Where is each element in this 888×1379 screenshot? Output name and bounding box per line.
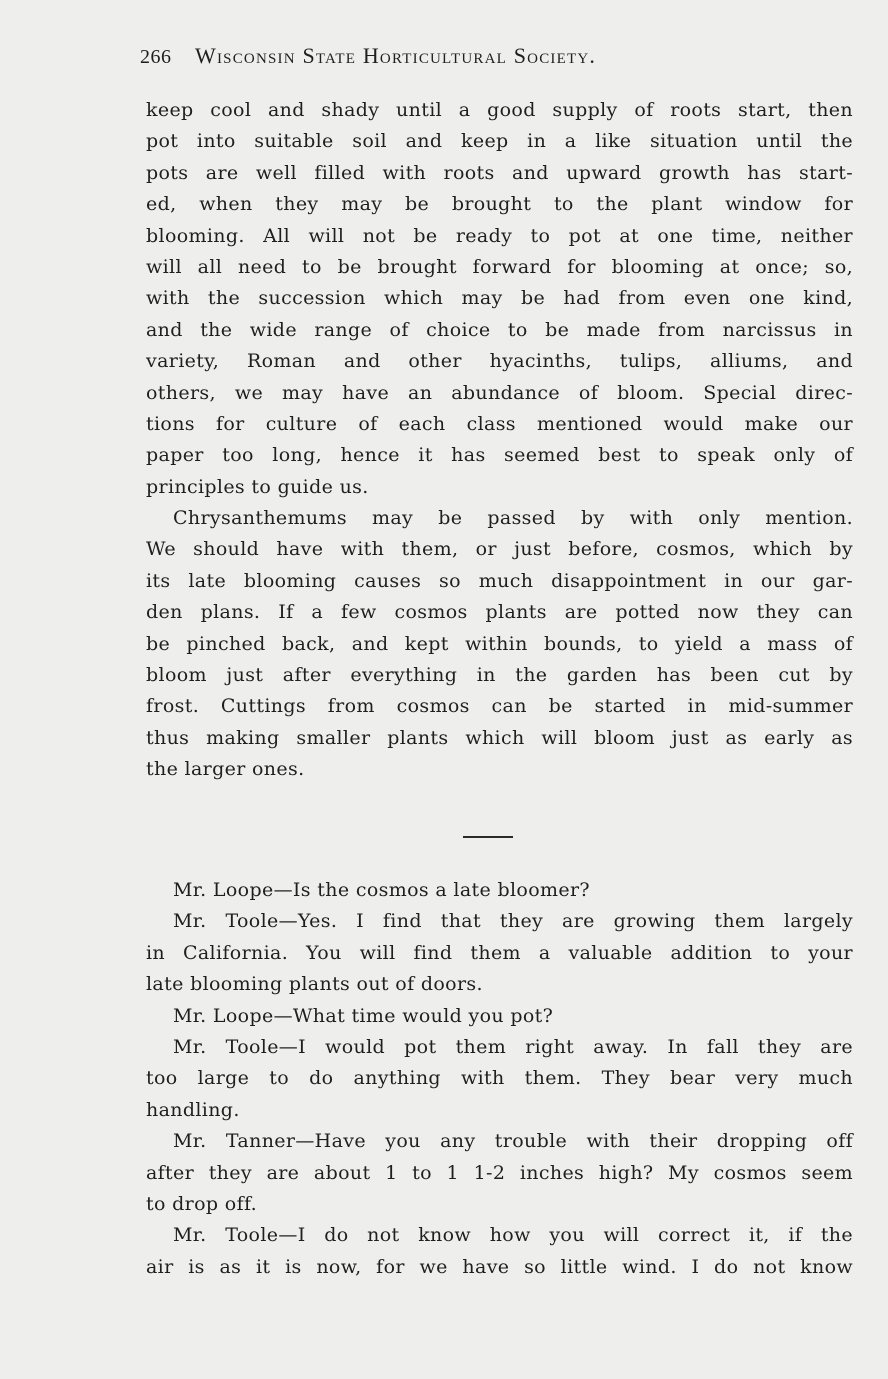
text-line: frost. Cuttings from cosmos can be started in mid-summer — [146, 695, 853, 718]
text-line: Mr. Toole—Yes. I find that they are growing them largely — [173, 910, 853, 933]
text-line: and the wide range of choice to be made from narcissus in — [146, 318, 853, 341]
text-line: too large to do anything with them. They bear very much — [146, 1067, 853, 1090]
text-line: Mr. Toole—I would pot them right away. In fall they are — [173, 1035, 853, 1058]
text-line: pot into suitable soil and keep in a like situation until the — [146, 130, 853, 153]
text-line: its late blooming causes so much disappointment in our gar- — [146, 569, 853, 592]
text-line: variety, Roman and other hyacinths, tulips, alliums, and — [146, 350, 853, 373]
text-line: principles to guide us. — [146, 475, 369, 498]
text-line: tions for culture of each class mentioned would make our — [146, 412, 853, 435]
text-line: ed, when they may be brought to the plant window for — [146, 193, 853, 216]
text-line: Chrysanthemums may be passed by with only mention. — [173, 507, 853, 530]
text-line: with the succession which may be had from even one kind, — [146, 287, 853, 310]
text-line: others, we may have an abundance of bloom. Special direc- — [146, 381, 853, 404]
text-line: Mr. Toole—I do not know how you will correct it, if the — [173, 1224, 853, 1247]
text-line: be pinched back, and kept within bounds, to yield a mass of — [146, 632, 853, 655]
text-line: handling. — [146, 1098, 240, 1121]
text-line: in California. You will find them a valuable addition to your — [146, 941, 853, 964]
text-line: to drop off. — [146, 1192, 258, 1215]
text-line: bloom just after everything in the garden has been cut by — [146, 664, 853, 687]
text-line: Mr. Loope—What time would you pot? — [173, 1004, 554, 1027]
text-line: We should have with them, or just before, cosmos, which by — [146, 538, 853, 561]
text-line: den plans. If a few cosmos plants are potted now they can — [146, 601, 853, 624]
text-line: Mr. Loope—Is the cosmos a late bloomer? — [173, 879, 590, 901]
text-line: Mr. Tanner—Have you any trouble with their dropping off — [173, 1130, 853, 1153]
text-line: blooming. All will not be ready to pot at one time, neither — [146, 224, 853, 247]
text-line: keep cool and shady until a good supply of roots start, then — [146, 99, 853, 121]
page-number: 266 — [140, 46, 172, 68]
text-line: air is as it is now, for we have so little wind. I do not know — [146, 1255, 853, 1278]
text-line: thus making smaller plants which will bloom just as early as — [146, 726, 853, 749]
running-title: Wisconsin State Horticultural Society. — [195, 43, 597, 68]
text-line: will all need to be brought forward for blooming at once; so, — [146, 255, 853, 278]
text-line: pots are well filled with roots and upward growth has start- — [146, 161, 853, 184]
text-line: after they are about 1 to 1 1-2 inches high? My cosmos seem — [146, 1161, 853, 1184]
section-divider — [463, 836, 513, 838]
text-line: the larger ones. — [146, 758, 305, 781]
text-line: late blooming plants out of doors. — [146, 973, 483, 996]
discussion-transcript — [146, 875, 853, 1283]
running-header — [140, 43, 840, 69]
text-line: paper too long, hence it has seemed best to speak only of — [146, 444, 853, 467]
essay-paragraphs — [146, 95, 853, 786]
